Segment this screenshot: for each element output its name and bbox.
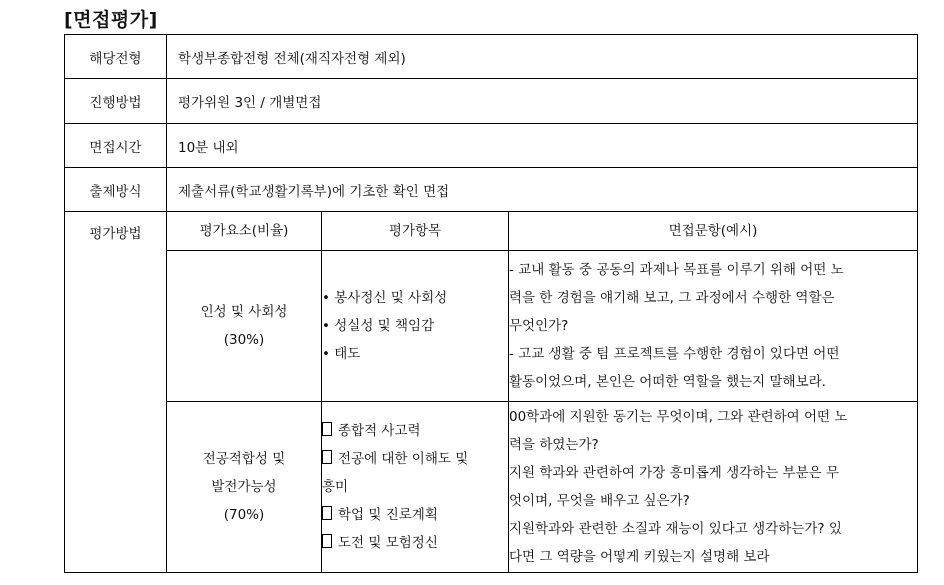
list-item: 흥미 [322,478,349,495]
header-element: 평가요소(비율) [167,212,322,251]
list-item: 종합적 사고력 [322,417,508,445]
question-line: - 고교 생활 중 팀 프로젝트를 수행한 경험이 있다면 어떤 [509,346,840,362]
list-item: 도전 및 모험정신 [322,529,508,557]
list-item: • 태도 [322,340,508,368]
element-cell [167,251,322,402]
list-item: 전공에 대한 이해도 및 [322,445,508,473]
questions-cell [509,251,918,402]
method-row-2 [167,402,917,572]
interview-table [64,34,918,573]
method-cell [167,212,918,573]
table-row [65,124,918,168]
question-line: - 교내 활동 중 공동의 과제나 목표를 이루기 위해 어떤 노 [509,262,844,278]
question-line: 활동이었으며, 본인은 어떠한 역할을 했는지 말해보라. [509,374,826,390]
question-line: 지원학과와 관련한 소질과 재능이 있다고 생각하는가? 있 [509,520,842,537]
question-line: 엇이며, 무엇을 배우고 싶은가? [509,492,690,509]
header-question: 면접문항(예시) [509,212,918,251]
question-line: 무엇인가? [509,318,569,334]
element-name: 발전가능성 [211,478,277,495]
row-label: 평가방법 [65,212,167,573]
question-line: 다면 그 역량을 어떻게 키웠는지 설명해 보라 [509,548,770,565]
row-label: 해당전형 [65,35,167,79]
question-line: 력을 한 경험을 얘기해 보고, 그 과정에서 수행한 역할은 [509,290,835,306]
element-name: 전공적합성 및 [202,450,286,467]
element-name: 인성 및 사회성 [200,304,288,320]
table-row [65,35,918,79]
row-label: 면접시간 [65,124,167,168]
question-line: 00학과에 지원한 동기는 무엇이며, 그와 관련하여 어떤 노 [509,408,848,425]
row-label: 출제방식 [65,168,167,212]
row-value: 10분 내외 [167,124,918,168]
row-value: 학생부종합전형 전체(재직자전형 제외) [167,35,918,79]
table-row [65,79,918,124]
method-table [167,212,917,572]
questions-cell [509,402,918,572]
header-item: 평가항목 [322,212,509,251]
section-title: [면접평가] [64,9,158,31]
element-ratio: (30%) [223,332,265,348]
row-value: 제출서류(학교생활기록부)에 기초한 확인 면접 [167,168,918,212]
row-label: 진행방법 [65,79,167,124]
method-row-1 [167,251,917,402]
list-item: 학업 및 진로계획 [322,501,508,529]
question-line: 지원 학과와 관련하여 가장 흥미롭게 생각하는 부분은 무 [509,464,839,481]
method-header-row [167,212,917,251]
list-item: • 성실성 및 책임감 [322,312,508,340]
element-cell [167,402,322,572]
question-line: 력을 하였는가? [509,436,599,453]
element-ratio: (70%) [223,506,265,523]
items-cell [322,251,509,402]
table-row [65,168,918,212]
list-item: • 봉사정신 및 사회성 [322,284,508,312]
items-cell [322,402,509,572]
table-row-method [65,212,918,573]
row-value: 평가위원 3인 / 개별면접 [167,79,918,124]
